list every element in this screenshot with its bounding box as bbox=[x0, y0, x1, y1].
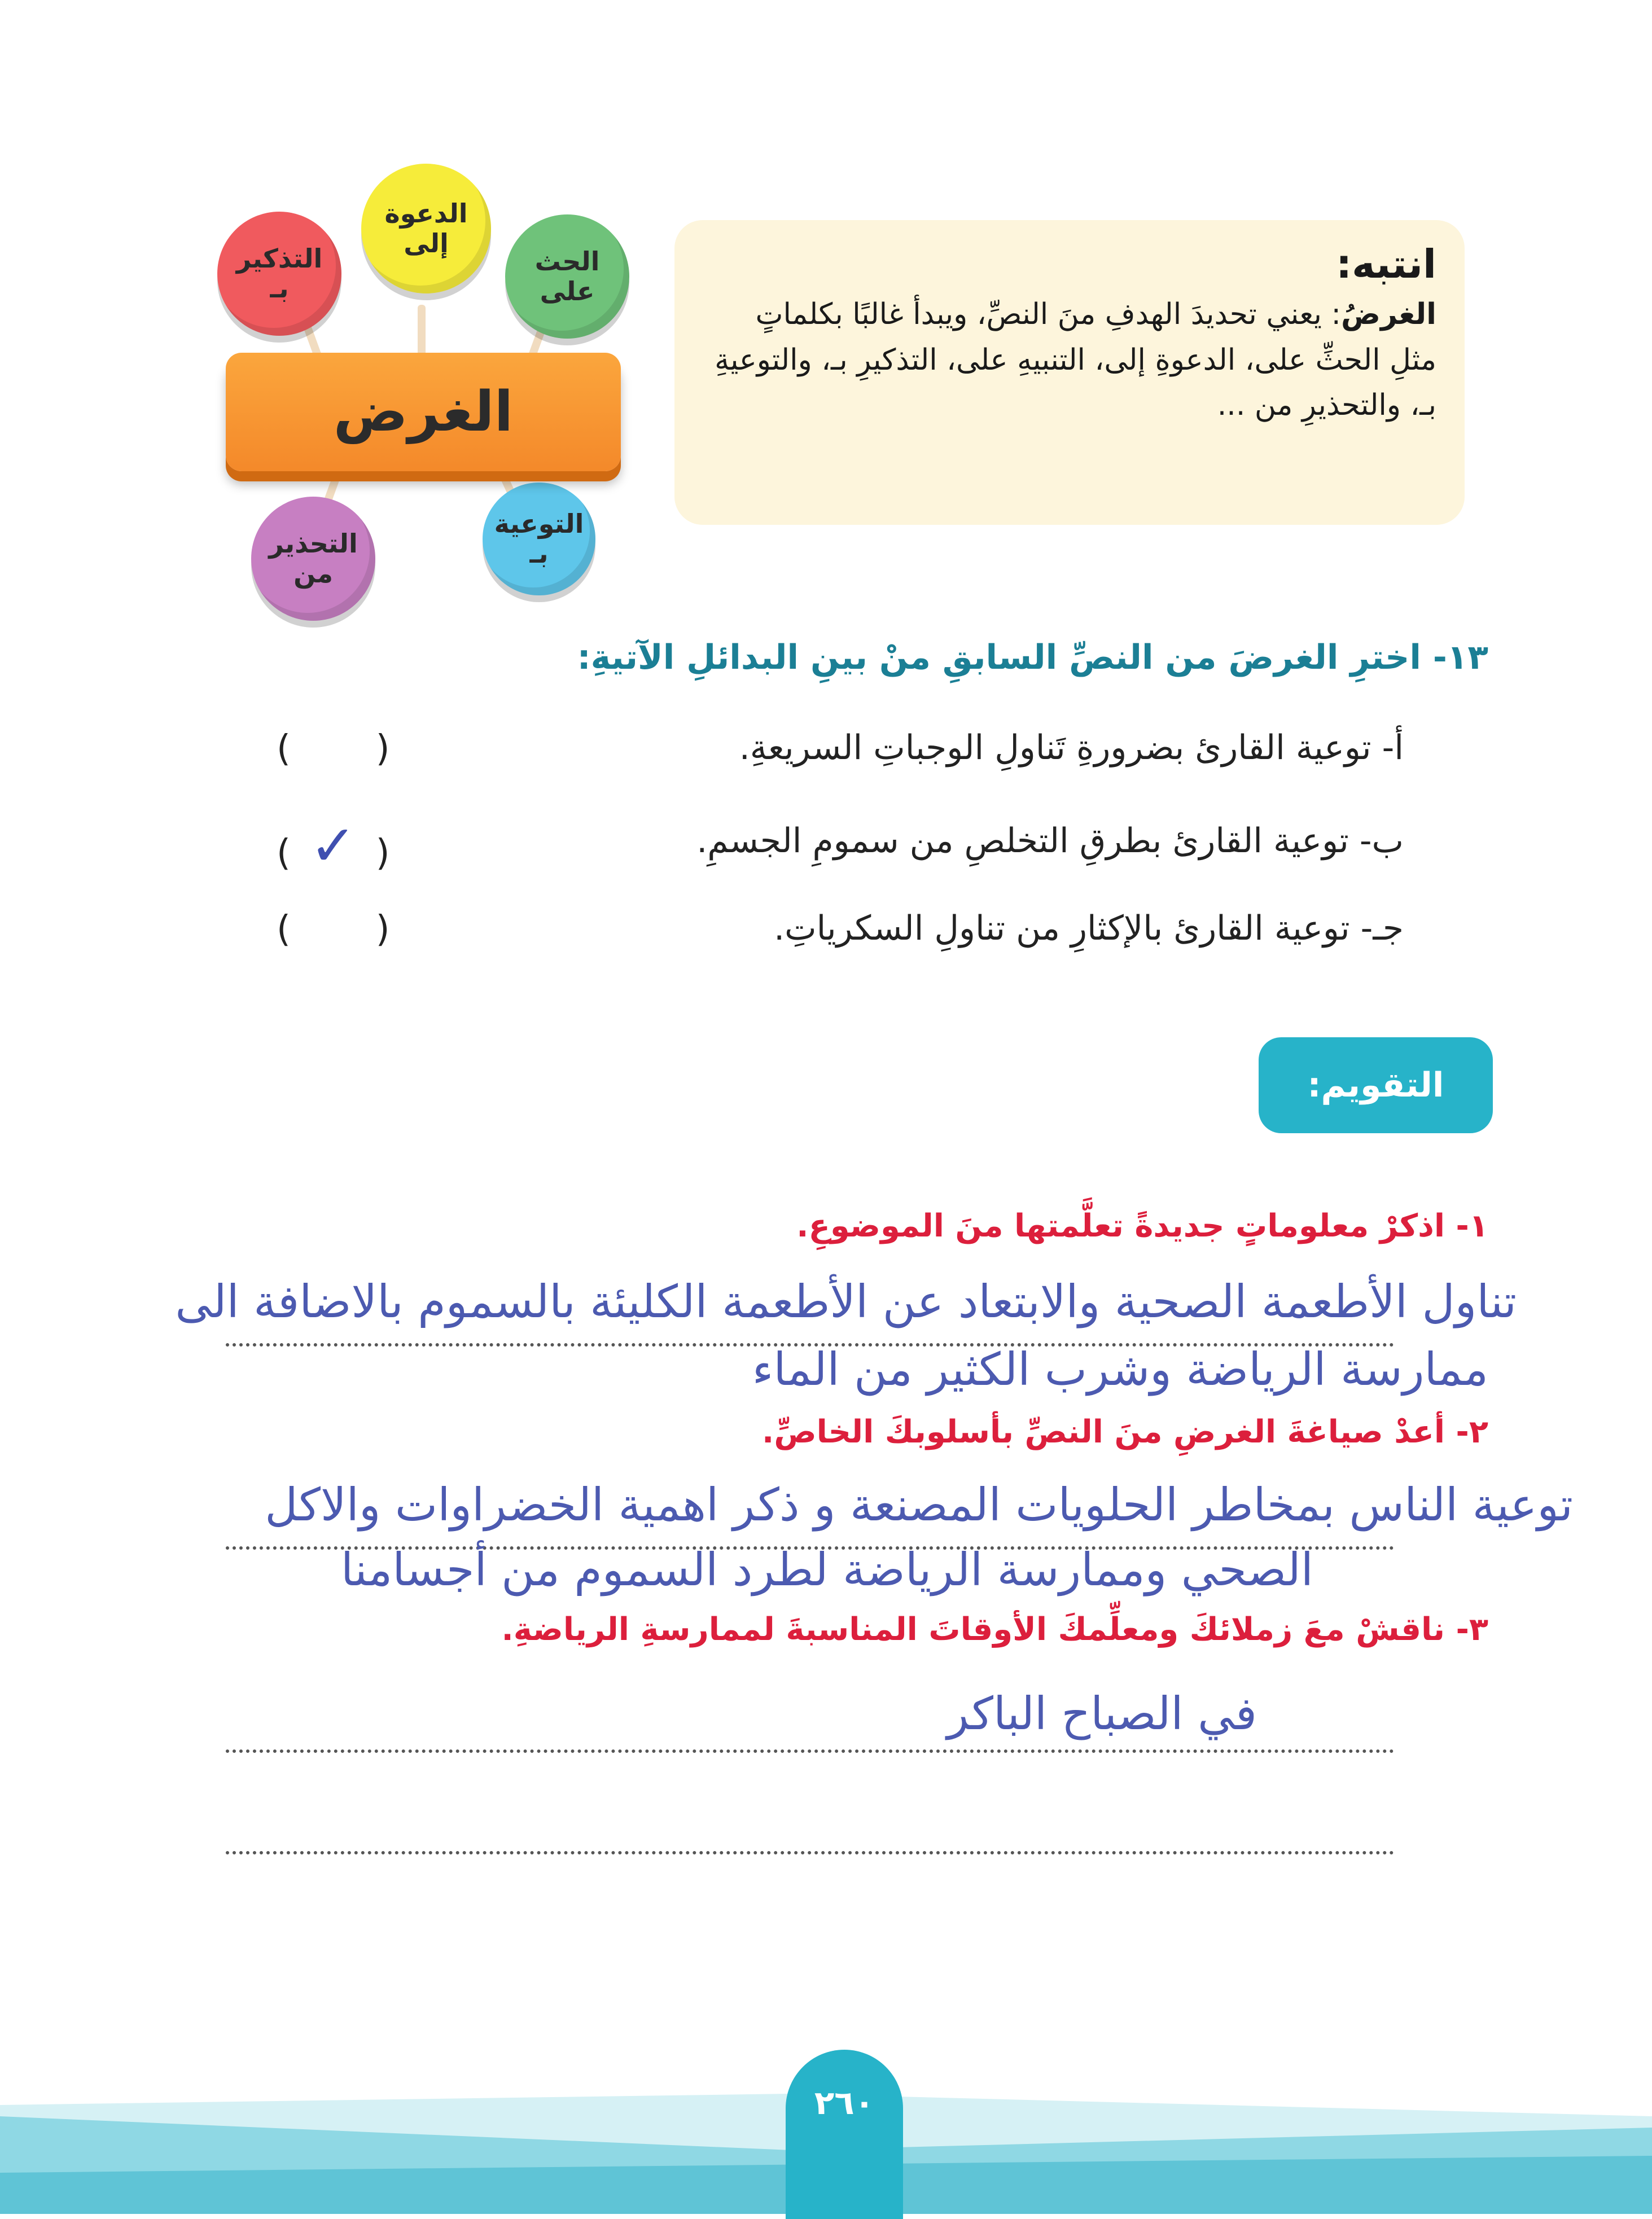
eval-q3-dotted-line-2 bbox=[226, 1851, 1394, 1854]
evaluation-label: التقويم: bbox=[1259, 1037, 1493, 1133]
eval-q3-prompt: ٣- ناقشْ معَ زملائكَ ومعلِّمكَ الأوقاتَ المناسبةَ لممارسةِ الرياضةِ. bbox=[501, 1611, 1488, 1648]
option-b-mark: ✓ bbox=[309, 813, 357, 879]
note-body bbox=[708, 292, 1436, 428]
eval-q1-answer-line1[interactable]: تناول الأطعمة الصحية والابتعاد عن الأطعمة الكليئة بالسموم بالاضافة الى bbox=[175, 1275, 1517, 1328]
bubble-tahdhir-line1: التحذير bbox=[269, 528, 358, 559]
option-b-label: ب- توعية القارئ بطرقِ التخلصِ من سمومِ الجسمِ. bbox=[696, 821, 1404, 861]
eval-q3-dotted-line-1 bbox=[226, 1749, 1394, 1753]
bubble-hath bbox=[505, 214, 629, 339]
option-c-answer[interactable] bbox=[277, 909, 390, 950]
paren-open: ( bbox=[277, 832, 291, 874]
eval-q2-answer-line1[interactable]: توعية الناس بمخاطر الحلويات المصنعة و ذكر اهمية الخضراوات والاكل bbox=[265, 1479, 1573, 1531]
eval-q1-answer-line2[interactable]: ممارسة الرياضة وشرب الكثير من الماء bbox=[752, 1343, 1488, 1396]
paren-open: ( bbox=[277, 728, 291, 770]
eval-q1-prompt: ١- اذكرْ معلوماتٍ جديدةً تعلَّمتها منَ الموضوعِ. bbox=[796, 1208, 1488, 1244]
bubble-tawiya bbox=[483, 483, 595, 595]
paren-close: ) bbox=[375, 909, 390, 950]
paren-open: ( bbox=[277, 909, 291, 950]
option-b-answer[interactable] bbox=[277, 813, 390, 879]
bubble-dawa-line1: الدعوة bbox=[384, 198, 468, 229]
bubble-hath-line2: على bbox=[540, 276, 595, 306]
option-a-label: أ- توعية القارئ بضرورةِ تَناولِ الوجباتِ السريعةِ. bbox=[739, 728, 1404, 768]
paren-close: ) bbox=[375, 728, 390, 770]
note-box bbox=[674, 220, 1465, 525]
option-c-label: جـ- توعية القارئ بالإكثارِ من تناولِ السكرياتِ. bbox=[774, 909, 1404, 948]
option-a-answer[interactable] bbox=[277, 728, 390, 770]
purpose-diagram bbox=[0, 0, 649, 626]
bubble-tawiya-line2: بـ bbox=[529, 538, 549, 569]
bubble-tadhkir bbox=[217, 212, 341, 336]
bubble-tahdhir bbox=[251, 497, 375, 621]
note-term: الغرضُ bbox=[1341, 297, 1436, 331]
bubble-tawiya-line1: التوعية bbox=[494, 508, 584, 540]
note-title: انتبه: bbox=[1336, 241, 1436, 287]
bubble-tadhkir-line2: بـ bbox=[270, 273, 289, 304]
bubble-hath-line1: الحث bbox=[534, 246, 600, 277]
bubble-tahdhir-line2: من bbox=[293, 558, 333, 589]
diagram-center-label: الغرض bbox=[226, 353, 621, 471]
paren-close: ) bbox=[375, 832, 390, 874]
diagram-stick bbox=[418, 305, 426, 356]
note-text: : يعني تحديدَ الهدفِ منَ النصِّ، ويبدأ غالبًا بكلماتٍ مثلِ الحثِّ على، الدعوةِ إلى، التنبيهِ على، التذكيرِ بـ، والتوعيةِ بـ، والتحذيرِ من ... bbox=[715, 297, 1436, 423]
question-13-prompt: ١٣- اخترِ الغرضَ من النصِّ السابقِ منْ بينِ البدائلِ الآتيةِ: bbox=[577, 638, 1488, 677]
page-number: ٢٦٠ bbox=[786, 2050, 903, 2219]
bubble-tadhkir-line1: التذكير bbox=[236, 243, 323, 274]
bubble-dawa bbox=[361, 164, 491, 293]
eval-q2-prompt: ٢- أعدْ صياغةَ الغرضِ منَ النصِّ بأسلوبكَ الخاصِّ. bbox=[762, 1414, 1488, 1450]
eval-q3-answer-line1[interactable]: في الصباح الباكر bbox=[946, 1687, 1257, 1740]
eval-q2-answer-line2[interactable]: الصحي وممارسة الرياضة لطرد السموم من أجسامنا bbox=[340, 1543, 1313, 1596]
bubble-dawa-line2: إلى bbox=[404, 228, 449, 258]
